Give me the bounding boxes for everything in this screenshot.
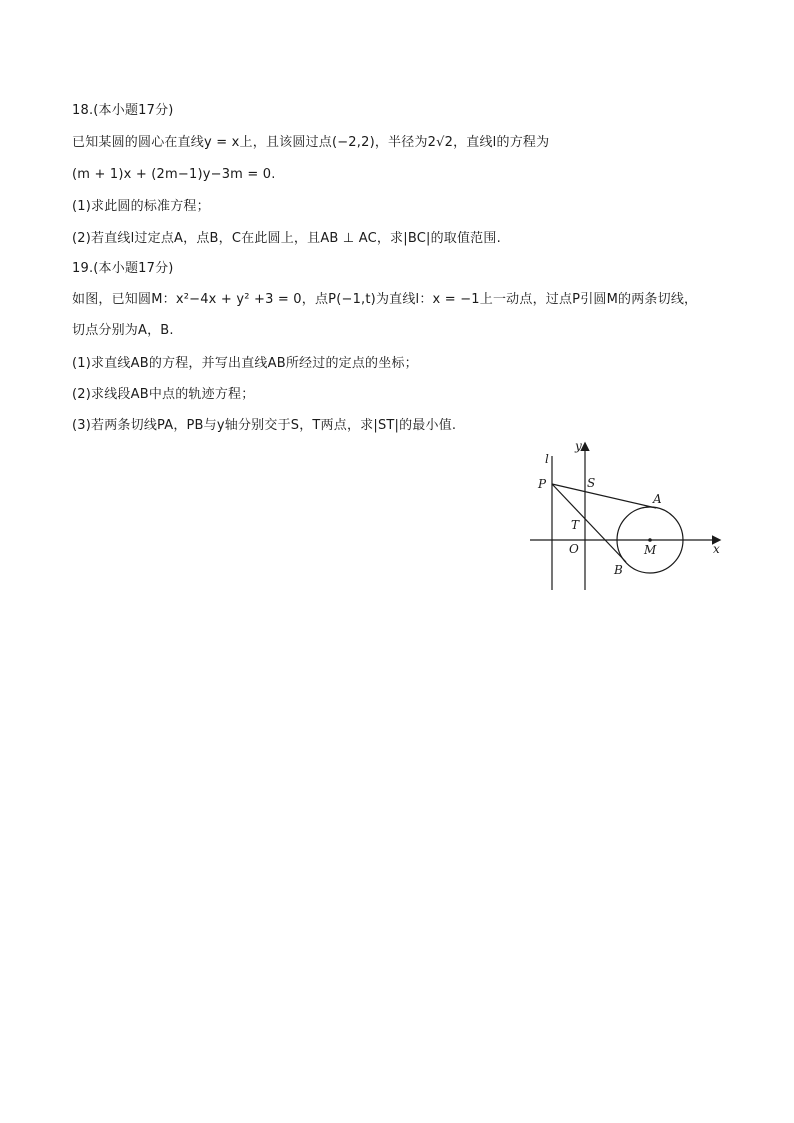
problem-19-header: 19.(本小题17分): [72, 261, 174, 276]
problem-19-statement-line1: 如图，已知圆M：x²−4x + y² +3 = 0，点P(−1,t)为直线l：x = −1上一动点，过点P引圆M的两条切线，: [72, 292, 698, 307]
problem-18-header: 18.(本小题17分): [72, 103, 174, 118]
problem-19-part-1: (1)求直线AB的方程，并写出直线AB所经过的定点的坐标；: [72, 356, 418, 371]
tangent-pb: [552, 484, 626, 562]
problem-19-statement-line2: 切点分别为A，B.: [72, 323, 174, 338]
label-o: O: [569, 542, 579, 556]
label-t: T: [571, 518, 580, 532]
problem-19-figure: [527, 438, 727, 593]
label-p: P: [538, 477, 547, 491]
problem-18-statement-line2: (m + 1)x + (2m−1)y−3m = 0.: [72, 167, 276, 182]
label-m: M: [644, 543, 657, 557]
label-y: y: [575, 439, 582, 453]
label-a: A: [653, 492, 662, 506]
problem-19-part-3: (3)若两条切线PA，PB与y轴分别交于S，T两点，求|ST|的最小值.: [72, 418, 457, 433]
problem-18-part-2: (2)若直线l过定点A，点B，C在此圆上，且AB ⊥ AC，求|BC|的取值范围.: [72, 231, 501, 246]
center-m-dot: [648, 538, 652, 542]
label-b: B: [614, 563, 623, 577]
label-s: S: [587, 476, 596, 490]
problem-18-part-1: (1)求此圆的标准方程；: [72, 199, 210, 214]
label-l: l: [545, 452, 549, 466]
tangent-pa: [552, 484, 656, 508]
geometry-diagram: [527, 438, 727, 593]
problem-18-statement-line1: 已知某圆的圆心在直线y = x上，且该圆过点(−2,2)，半径为2√2，直线l的方程为: [72, 135, 550, 150]
label-x: x: [713, 542, 720, 556]
problem-19-part-2: (2)求线段AB中点的轨迹方程；: [72, 387, 255, 402]
